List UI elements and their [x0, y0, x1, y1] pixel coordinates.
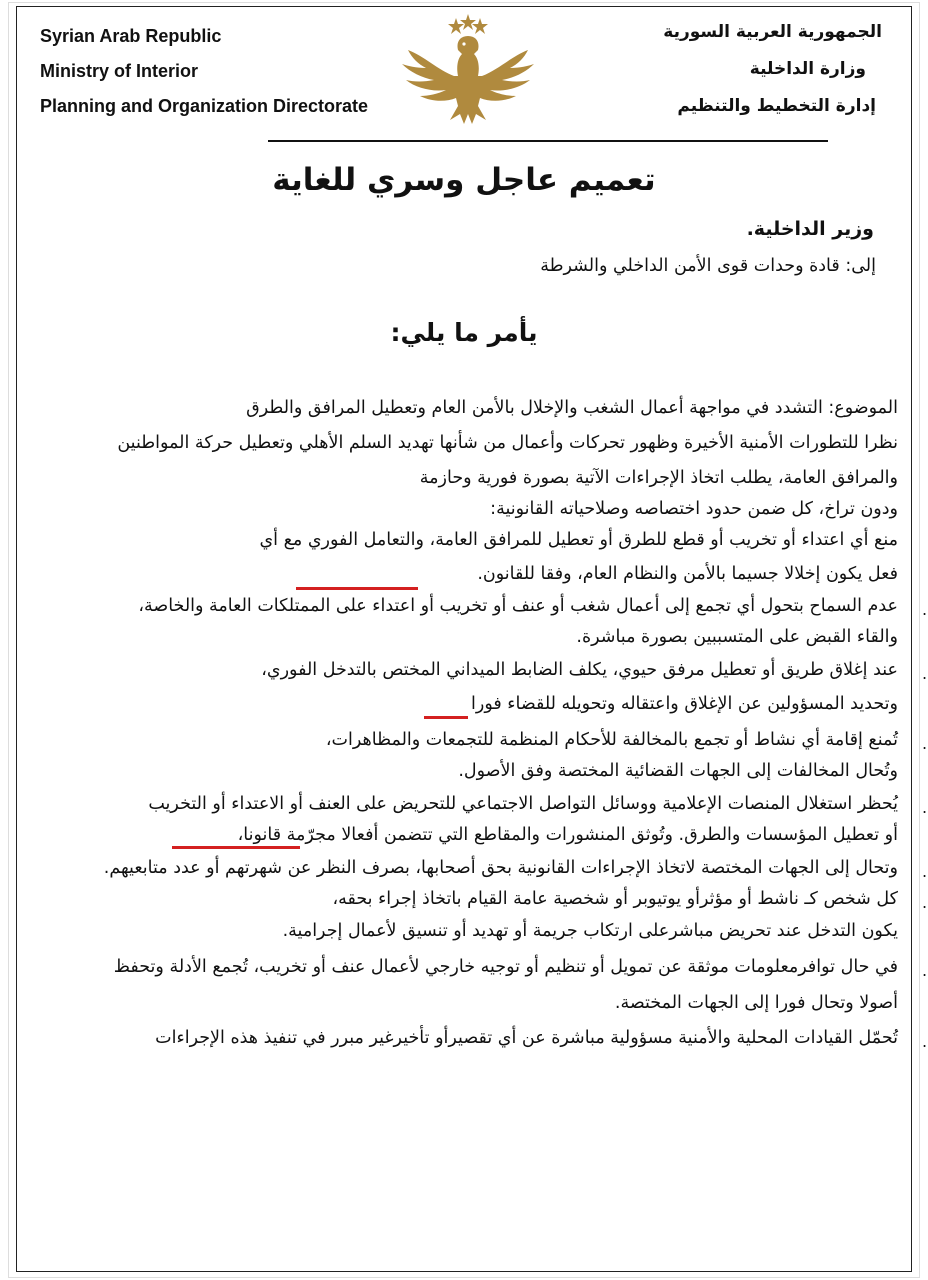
- body-line: تُمنع إقامة أي نشاط أو تجمع بالمخالفة للأحكام المنظمة للتجمعات والمظاهرات،: [325, 730, 898, 750]
- bullet-marker: .: [922, 734, 928, 753]
- body-line: أو تعطيل المؤسسات والطرق. وتُوثق المنشورات والمقاطع التي تتضمن أفعالا مجرّمة قانونا،: [237, 825, 898, 845]
- bullet-marker: .: [922, 664, 928, 683]
- bullet-marker: .: [922, 893, 928, 912]
- body-line: فعل يكون إخلالا جسيما بالأمن والنظام العام، وفقا للقانون.: [477, 564, 898, 584]
- body-line: عند إغلاق طريق أو تعطيل مرفق حيوي، يكلف الضابط الميداني المختص بالتدخل الفوري،: [261, 660, 898, 680]
- header-en-country: Syrian Arab Republic: [40, 26, 222, 46]
- header-en-directorate: Planning and Organization Directorate: [40, 96, 369, 116]
- bullet-marker: .: [922, 1032, 928, 1051]
- body-line: عدم السماح بتحول أي تجمع إلى أعمال شغب أو عنف أو تخريب أو اعتداء على الممتلكات العامة والخاصة،: [138, 596, 898, 616]
- red-underline-mark: [172, 846, 300, 849]
- document-title: تعميم عاجل وسري للغاية: [272, 162, 656, 198]
- recipient-line: إلى: قادة وحدات قوى الأمن الداخلي والشرطة: [540, 256, 876, 276]
- order-heading: يأمر ما يلي:: [390, 318, 538, 347]
- header-en-ministry: Ministry of Interior: [40, 61, 199, 81]
- header-ar-country: الجمهورية العربية السورية: [663, 22, 882, 42]
- header-ar-ministry: وزارة الداخلية: [749, 59, 866, 79]
- body-line: أصولا وتحال فورا إلى الجهات المختصة.: [614, 993, 898, 1013]
- body-line: كل شخص كـ ناشط أو مؤثرأو يوتيوبر أو شخصية عامة القيام باتخاذ إجراء بحقه،: [332, 889, 898, 909]
- eagle-emblem-icon: [398, 10, 538, 130]
- red-underline-mark: [424, 716, 468, 719]
- body-line: ودون تراخ، كل ضمن حدود اختصاصه وصلاحياته القانونية:: [490, 499, 898, 519]
- bullet-marker: .: [922, 961, 928, 980]
- body-line: وتُحال المخالفات إلى الجهات القضائية المختصة وفق الأصول.: [458, 761, 898, 781]
- bullet-marker: .: [922, 798, 928, 817]
- sender-line: وزير الداخلية.: [746, 218, 874, 240]
- body-line: منع أي اعتداء أو تخريب أو قطع للطرق أو تعطيل للمرافق العامة، والتعامل الفوري مع أي: [259, 530, 898, 550]
- body-line: والقاء القبض على المتسببين بصورة مباشرة.: [576, 627, 898, 647]
- body-line: وتحال إلى الجهات المختصة لاتخاذ الإجراءات القانونية بحق أصحابها، بصرف النظر عن شهرتهم أو عدد متابعيهم.: [103, 858, 898, 878]
- body-line: وتحديد المسؤولين عن الإغلاق واعتقاله وتحويله للقضاء فورا: [471, 694, 898, 714]
- header-rule: [268, 140, 828, 142]
- body-line: في حال توافرمعلومات موثقة عن تمويل أو تنظيم أو توجيه خارجي لأعمال عنف أو تخريب، تُجمع الأدلة وتحفظ: [113, 957, 898, 977]
- body-line: والمرافق العامة، يطلب اتخاذ الإجراءات الآتية بصورة فورية وحازمة: [419, 468, 898, 488]
- body-line: الموضوع: التشدد في مواجهة أعمال الشغب والإخلال بالأمن العام وتعطيل المرافق والطرق: [246, 398, 898, 418]
- body-line: نظرا للتطورات الأمنية الأخيرة وظهور تحركات وأعمال من شأنها تهديد السلم الأهلي وتعطيل حركة المواطنين: [117, 433, 898, 453]
- header-ar-directorate: إدارة التخطيط والتنظيم: [677, 96, 876, 116]
- red-underline-mark: [296, 587, 418, 590]
- body-line: يُحظر استغلال المنصات الإعلامية ووسائل التواصل الاجتماعي للتحريض على العنف أو الاعتداء أو التخريب: [148, 794, 898, 814]
- body-line: تُحمّل القيادات المحلية والأمنية مسؤولية مباشرة عن أي تقصيرأو تأخيرغير مبرر في تنفيذ هذه الإجراءات: [155, 1028, 898, 1048]
- bullet-marker: .: [922, 600, 928, 619]
- bullet-marker: .: [922, 862, 928, 881]
- body-line: يكون التدخل عند تحريض مباشرعلى ارتكاب جريمة أو تهديد أو تنسيق لأعمال إجرامية.: [282, 921, 898, 941]
